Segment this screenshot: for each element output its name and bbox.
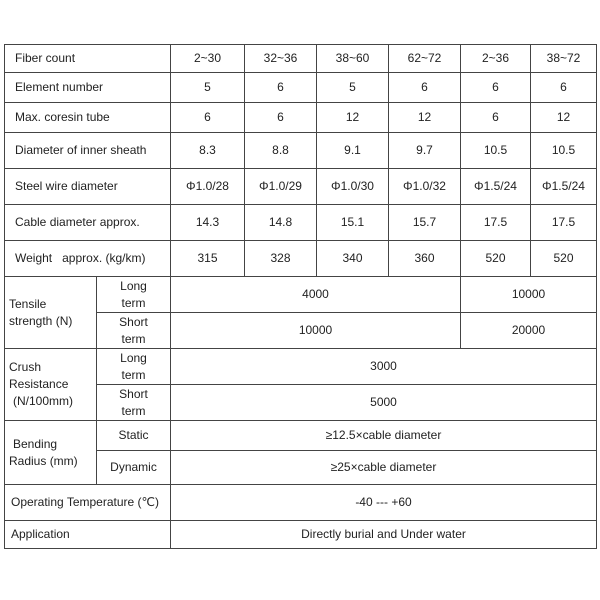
max-tube-row (5, 103, 597, 133)
spec-table (4, 44, 597, 549)
table-cell: 10.5 (531, 133, 597, 169)
tensile-short-value-b: 20000 (461, 313, 597, 349)
fiber-count-cell: 38~72 (531, 45, 597, 73)
application-label: Application (5, 521, 171, 549)
tensile-short-value-a: 10000 (171, 313, 461, 349)
inner-sheath-row (5, 133, 597, 169)
table-cell: Φ1.5/24 (461, 169, 531, 205)
max-tube-label: Max. coresin tube (5, 103, 171, 133)
table-cell: 12 (389, 103, 461, 133)
tensile-strength-label: Tensile strength (N) (5, 277, 97, 349)
table-cell: Φ1.0/30 (317, 169, 389, 205)
table-cell: 6 (171, 103, 245, 133)
table-cell: 5 (317, 73, 389, 103)
inner-sheath-label: Diameter of inner sheath (5, 133, 171, 169)
application-value: Directly burial and Under water (171, 521, 597, 549)
bending-dynamic-value: ≥25×cable diameter (171, 451, 597, 485)
table-cell: 6 (389, 73, 461, 103)
table-cell: 6 (461, 103, 531, 133)
bending-radius-label: Bending Radius (mm) (5, 421, 97, 485)
table-cell: 15.7 (389, 205, 461, 241)
fiber-count-row (5, 45, 597, 73)
table-cell: 12 (317, 103, 389, 133)
table-cell: Φ1.0/28 (171, 169, 245, 205)
fiber-count-label: Fiber count (5, 45, 171, 73)
crush-short-value: 5000 (171, 385, 597, 421)
fiber-count-cell: 62~72 (389, 45, 461, 73)
table-cell: Φ1.0/29 (245, 169, 317, 205)
application-row (5, 521, 597, 549)
element-number-label: Element number (5, 73, 171, 103)
table-cell: 340 (317, 241, 389, 277)
bending-static-row (5, 421, 597, 451)
cable-diameter-row (5, 205, 597, 241)
dynamic-label: Dynamic (97, 451, 171, 485)
table-cell: 315 (171, 241, 245, 277)
fiber-count-cell: 32~36 (245, 45, 317, 73)
table-cell: 8.8 (245, 133, 317, 169)
table-cell: 5 (171, 73, 245, 103)
table-cell: 6 (245, 73, 317, 103)
table-cell: 14.3 (171, 205, 245, 241)
tensile-long-value-b: 10000 (461, 277, 597, 313)
table-cell: 520 (461, 241, 531, 277)
table-cell: 9.7 (389, 133, 461, 169)
operating-temp-value: -40 --- +60 (171, 485, 597, 521)
long-term-label: Long term (97, 349, 171, 385)
table-cell: 14.8 (245, 205, 317, 241)
cable-diameter-label: Cable diameter approx. (5, 205, 171, 241)
table-cell: Φ1.0/32 (389, 169, 461, 205)
table-cell: 17.5 (531, 205, 597, 241)
table-cell: 360 (389, 241, 461, 277)
operating-temp-label: Operating Temperature (℃) (5, 485, 171, 521)
table-cell: 6 (245, 103, 317, 133)
table-cell: 328 (245, 241, 317, 277)
table-cell: 15.1 (317, 205, 389, 241)
fiber-count-cell: 2~30 (171, 45, 245, 73)
static-label: Static (97, 421, 171, 451)
table-cell: 6 (531, 73, 597, 103)
short-term-label: Short term (97, 313, 171, 349)
weight-label: Weight approx. (kg/km) (5, 241, 171, 277)
tensile-long-value-a: 4000 (171, 277, 461, 313)
table-cell: 6 (461, 73, 531, 103)
table-cell: 9.1 (317, 133, 389, 169)
crush-long-row (5, 349, 597, 385)
steel-wire-label: Steel wire diameter (5, 169, 171, 205)
steel-wire-row (5, 169, 597, 205)
fiber-count-cell: 2~36 (461, 45, 531, 73)
fiber-count-cell: 38~60 (317, 45, 389, 73)
table-cell: Φ1.5/24 (531, 169, 597, 205)
table-cell: 8.3 (171, 133, 245, 169)
table-cell: 17.5 (461, 205, 531, 241)
weight-row (5, 241, 597, 277)
table-cell: 520 (531, 241, 597, 277)
crush-resistance-label: Crush Resistance (N/100mm) (5, 349, 97, 421)
long-term-label: Long term (97, 277, 171, 313)
short-term-label: Short term (97, 385, 171, 421)
table-cell: 10.5 (461, 133, 531, 169)
bending-static-value: ≥12.5×cable diameter (171, 421, 597, 451)
tensile-long-row (5, 277, 597, 313)
crush-long-value: 3000 (171, 349, 597, 385)
element-number-row (5, 73, 597, 103)
table-cell: 12 (531, 103, 597, 133)
operating-temp-row (5, 485, 597, 521)
